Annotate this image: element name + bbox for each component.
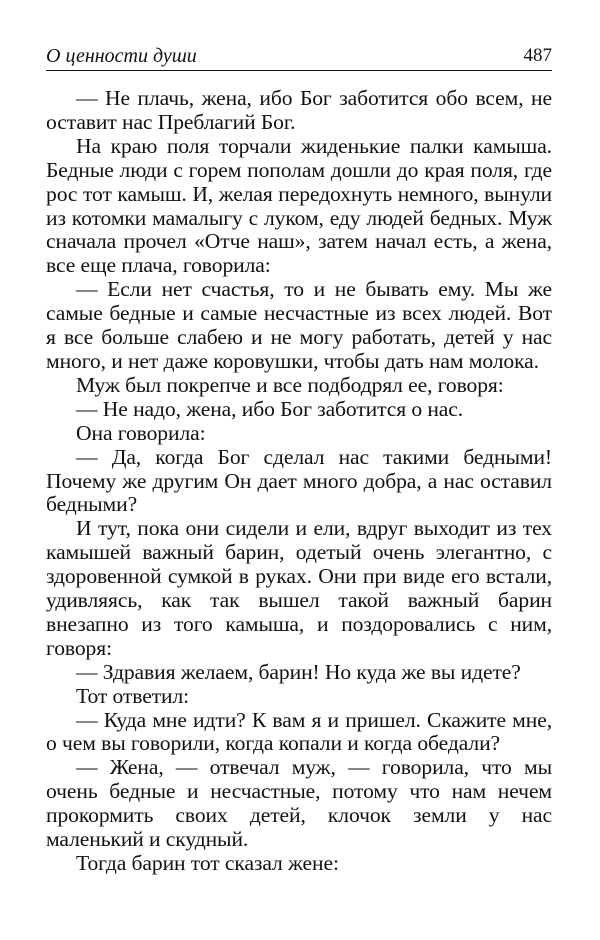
paragraph: — Да, когда Бог сделал нас такими бедными! Почему же другим Он дает много добра, а нас оставил бедными? — [46, 444, 552, 517]
running-title: О ценности души — [46, 45, 197, 67]
paragraph: Тогда барин тот сказал жене: — [76, 851, 339, 875]
paragraph: — Жена, — отвечал муж, — говорила, что мы очень бедные и несчастные, потому что нам нечем прокормить своих детей, клочок земли у нас маленький и скудный. — [46, 755, 552, 852]
paragraph: Она говорила: — [76, 420, 206, 445]
page-number: 487 — [523, 45, 552, 66]
paragraph: — Не плачь, жена, ибо Бог заботится обо всем, не оставит нас Преблагий Бог. — [46, 86, 552, 134]
paragraph: — Если нет счастья, то и не бывать ему. Мы же самые бедные и самые несчастные из всех людей. Вот я все больше слабею и не могу работать, детей у нас много, и нет даже коровушки, чтобы дать нам молока. — [46, 277, 552, 373]
paragraph: — Здравия желаем, барин! Но куда же вы идете? — [76, 659, 521, 684]
paragraph: На краю поля торчали жиденькие палки камыша. Бедные люди с горем пополам дошли до края поля, где рос тот камыш. И, желая передохнуть немного, вынули из котомки мамалыгу с луком, еду людей бедных. Муж сначала прочел «Отче наш», затем начал есть, а жена, все еще плача, говорила: — [46, 133, 552, 278]
paragraph: — Не надо, жена, ибо Бог заботится о нас. — [76, 396, 464, 421]
paragraph: Муж был покрепче и все подбодрял ее, говоря: — [76, 372, 504, 397]
paragraph: И тут, пока они сидели и ели, вдруг выходит из тех камышей важный барин, одетый очень элегантно, с здоровенной сумкой в руках. Они при виде его встали, удивляясь, как так вышел такой важный барин внезапно из того камыша, и поздоровались с ним, говоря: — [46, 516, 552, 660]
paragraph: Тот ответил: — [76, 683, 190, 708]
paragraph: — Куда мне идти? К вам я и пришел. Скажите мне, о чем вы говорили, когда копали и когда обедали? — [46, 707, 552, 756]
page-header — [46, 44, 552, 71]
body-text — [46, 87, 552, 876]
